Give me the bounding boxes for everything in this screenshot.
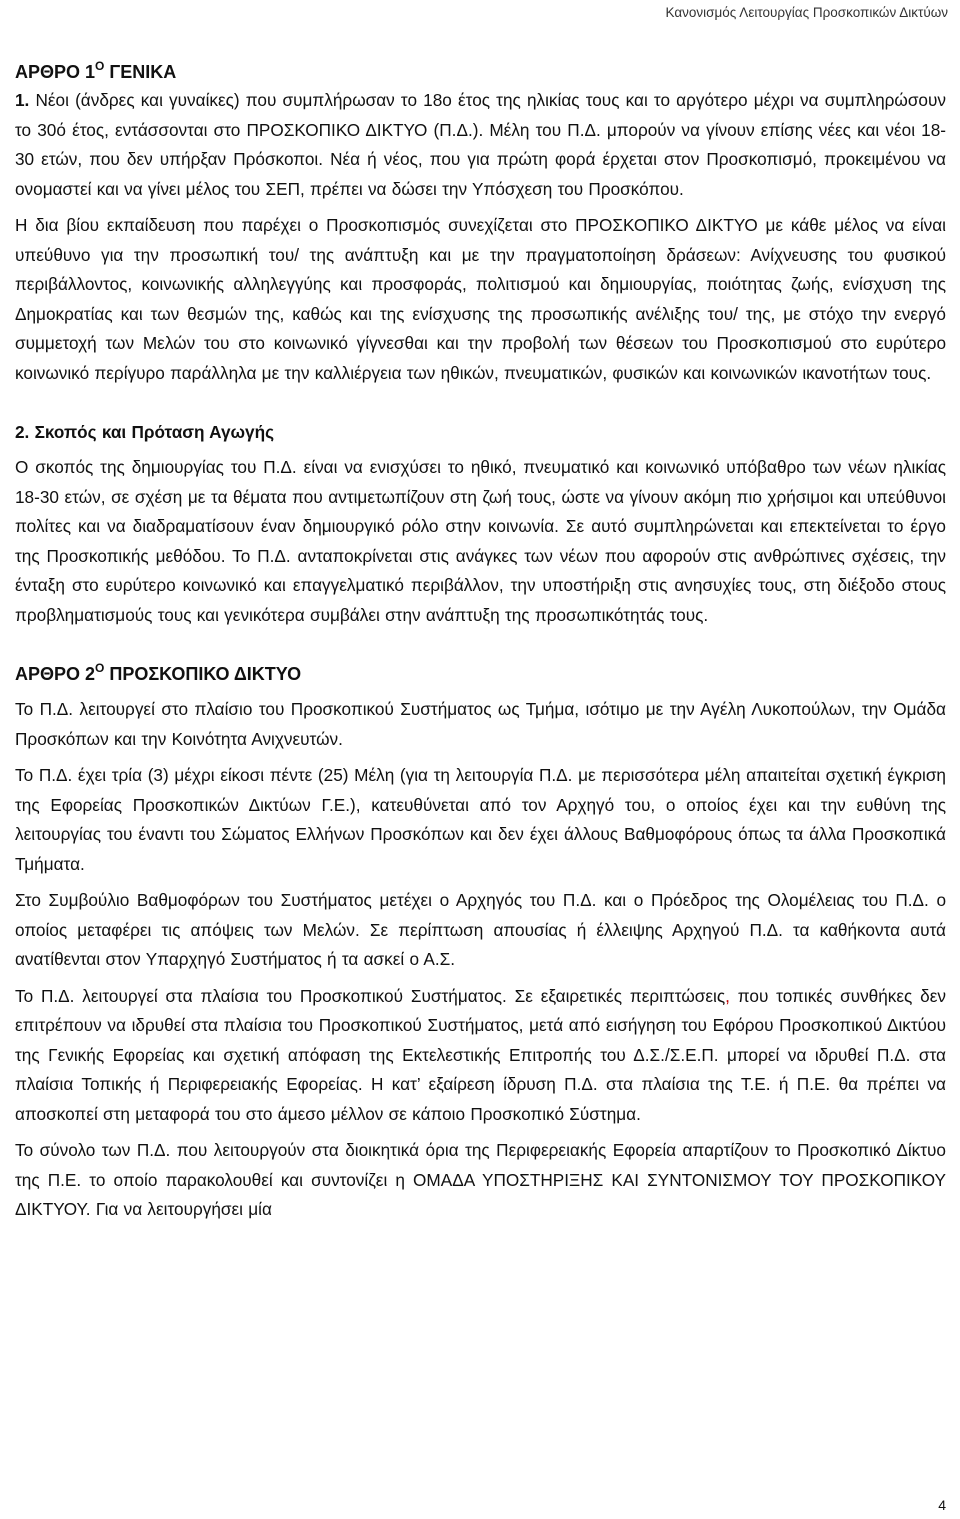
paragraph-text: Νέοι (άνδρες και γυναίκες) που συμπλήρωσαν το 18ο έτος της ηλικίας τους και το αργότερο μέχρι να συμπληρώσουν το 30ό έτος, εντάσσονται στο ΠΡΟΣΚΟΠΙΚΟ ΔΙΚΤΥΟ (Π.Δ.). Μέλη του Π.Δ. μπορούν να γίνουν επίσης νέες και νέοι 18-30 ετών, που δεν υπήρξαν Πρόσκοποι. Νέα ή νέος, που για πρώτη φορά έρχεται στον Προσκοπισμό, προκειμένου να ονομαστεί και να γίνει μέλος του ΣΕΠ, πρέπει να δώσει την Υπόσχεση του Προσκόπου.: [15, 90, 946, 199]
paragraph-4-rest: που τοπικές συνθήκες δεν επιτρέπουν να ιδρυθεί στα πλαίσια του Προσκοπικού Συστήματος, μετά από εισήγηση του Εφόρου Προσκοπικού Δικτύου της Γενικής Εφορείας και σχετική απόφαση της Εκτελεστικής Επιτροπής του Δ.Σ./Σ.Ε.Π. μπορεί να ιδρυθεί Π.Δ. στα πλαίσια Τοπικής ή Περιφερειακής Εφορείας. Η κατ’ εξαίρεση ίδρυση Π.Δ. στα πλαίσια της Τ.Ε. ή Π.Ε. θα πρέπει να αποσκοπεί στη μεταφορά του στο άμεσο μέλλον σε κάποιο Προσκοπικό Σύστημα.: [15, 985, 946, 1124]
article-2-title-suffix: ΠΡΟΣΚΟΠΙΚΟ ΔΙΚΤΥΟ: [104, 664, 302, 684]
article-1-paragraph-2: Η δια βίου εκπαίδευση που παρέχει ο Προσκοπισμός συνεχίζεται στο ΠΡΟΣΚΟΠΙΚΟ ΔΙΚΤΥΟ με κάθε μέλος να είναι υπεύθυνο για την προσωπική του/ της ανάπτυξη και με την πραγματοποίηση δράσεων: Ανίχνευσης του φυσικού περιβάλλοντος, κοινωνικής αλληλεγγύης και προσφοράς, πολιτισμού και δημιουργίας, ποιότητας ζωής, ενίσχυση της Δημοκρατίας και των θεσμών της, καθώς και της ενίσχυσης της προσωπικής ανέλιξης του/ της, με στόχο την ενεργό συμμετοχή των Μελών του στο κοινωνικό γίγνεσθαι και την προβολή των θέσεων του Προσκοπισμού στο ευρύτερο κοινωνικό περίγυρο παράλληλα με την καλλιέργεια των ηθικών, πνευματικών, φυσικών και κοινωνικών ικανοτήτων τους.: [15, 215, 946, 383]
red-comma: ,: [725, 985, 730, 1006]
section-2-heading: 2. Σκοπός και Πρόταση Αγωγής: [15, 422, 275, 442]
article-1-title-prefix: ΑΡΘΡΟ 1: [15, 62, 96, 82]
article-2-paragraph-1: Το Π.Δ. λειτουργεί στο πλαίσιο του Προσκοπικού Συστήματος ως Τμήμα, ισότιμο με την Αγέλη Λυκοπούλων, την Ομάδα Προσκόπων και την Κοινότητα Ανιχνευτών.: [15, 699, 946, 749]
article-2-title: [15, 660, 946, 688]
article-2-paragraph-5: Το σύνολο των Π.Δ. που λειτουργούν στα διοικητικά όρια της Περιφερειακής Εφορεία απαρτίζουν το Προσκοπικό Δίκτυο της Π.Ε. το οποίο παρακολουθεί και συντονίζει η ΟΜΑΔΑ ΥΠΟΣΤΗΡΙΞΗΣ ΚΑΙ ΣΥΝΤΟΝΙΣΜΟΥ ΤΟΥ ΠΡΟΣΚΟΠΙΚΟΥ ΔΙΚΤΥΟΥ. Για να λειτουργήσει μία: [15, 1140, 946, 1219]
article-1-title: [15, 58, 946, 86]
article-2-paragraph-3: Στο Συμβούλιο Βαθμοφόρων του Συστήματος μετέχει ο Αρχηγός του Π.Δ. και ο Πρόεδρος της Ολομέλειας του Π.Δ. ο οποίος μεταφέρει τις απόψεις των Μελών. Σε περίπτωση απουσίας ή έλλειψης Αρχηγού Π.Δ. τα καθήκοντα αυτά ανατίθενται στον Υπαρχηγό Συστήματος ή τα ασκεί ο Α.Σ.: [15, 890, 946, 969]
running-header: Κανονισμός Λειτουργίας Προσκοπικών Δικτύων: [665, 5, 948, 20]
page-content: [15, 58, 946, 1225]
paragraph-number: 1.: [15, 90, 30, 110]
article-1-title-superscript: Ο: [95, 59, 105, 73]
page-number: 4: [938, 1497, 946, 1513]
article-2-title-prefix: ΑΡΘΡΟ 2: [15, 664, 96, 684]
paragraph-4-start: Το Π.Δ. λειτουργεί στα πλαίσια του Προσκοπικού Συστήματος. Σε εξαιρετικές περιπτώσεις: [15, 985, 726, 1006]
section-2-paragraph: Ο σκοπός της δημιουργίας του Π.Δ. είναι να ενισχύσει το ηθικό, πνευματικό και κοινωνικό υπόβαθρο των νέων ηλικίας 18-30 ετών, σε σχέση με τα θέματα που αντιμετωπίζουν στη ζωή τους, ώστε να γίνουν ακόμη πιο χρήσιμοι και υπεύθυνοι πολίτες και να διαδραματίσουν έναν δημιουργικό ρόλο στην κοινωνία. Σε αυτό συμπληρώνεται και επεκτείνεται το έργο της Προσκοπικής μεθόδου. Το Π.Δ. ανταποκρίνεται στις ανάγκες των νέων που αφορούν στις ανθρώπινες σχέσεις, την ένταξη στο ευρύτερο κοινωνικό και επαγγελματικό περιβάλλον, την υποστήριξη στις ανησυχίες τους, στη διέξοδο στους προβληματισμούς τους και γενικότερα συμβάλει στην ανάπτυξη της προσωπικότητάς τους.: [15, 457, 946, 625]
article-2-paragraph-4: [15, 982, 946, 1130]
article-1-title-suffix: ΓΕΝΙΚΑ: [104, 62, 177, 82]
article-2-paragraph-2: Το Π.Δ. έχει τρία (3) μέχρι είκοσι πέντε (25) Μέλη (για τη λειτουργία Π.Δ. με περισσότερα μέλη απαιτείται σχετική έγκριση της Εφορείας Προσκοπικών Δικτύων Γ.Ε.), κατευθύνεται από τον Αρχηγό του, ο οποίος έχει και την ευθύνη της λειτουργίας του έναντι του Σώματος Ελλήνων Προσκόπων και δεν έχει άλλους Βαθμοφόρους όπως τα άλλα Προσκοπικά Τμήματα.: [15, 765, 946, 874]
article-1-paragraph-1: [15, 86, 946, 204]
article-2-title-superscript: Ο: [95, 661, 105, 675]
